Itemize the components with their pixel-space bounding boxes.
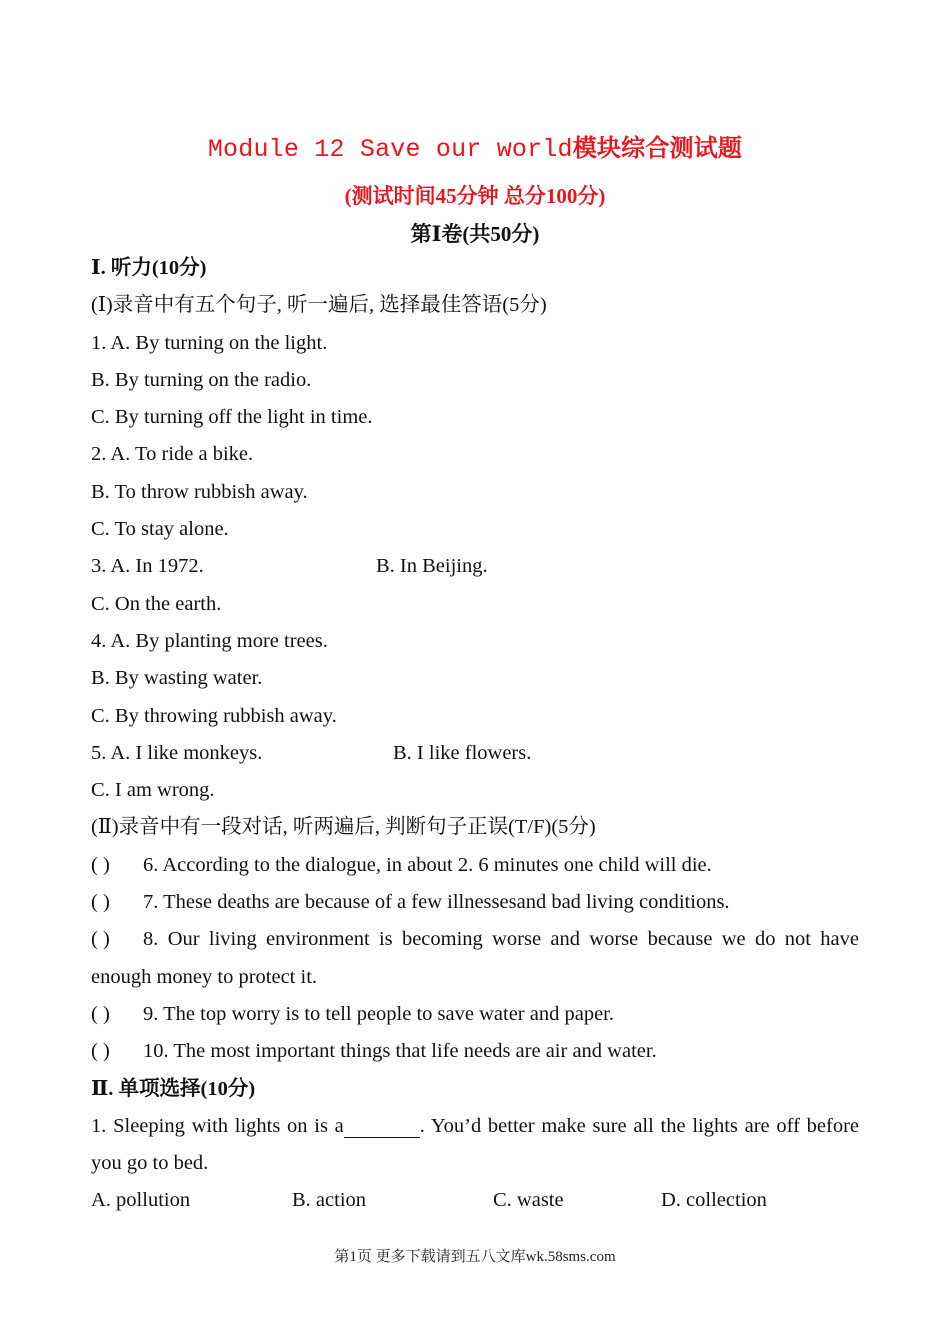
tf-question-7 (91, 884, 859, 921)
part1-instruction: (Ⅰ)录音中有五个句子, 听一遍后, 选择最佳答语(5分) (91, 294, 547, 317)
q1-option-c: C. By turning off the light in time. (91, 406, 373, 429)
tf-question-9 (91, 996, 859, 1033)
mc-q1-stem-end: . You’d better make sure all the lights are off before you go to bed. (91, 1114, 859, 1175)
q4-option-a: 4. A. By planting more trees. (91, 629, 328, 652)
q1-option-a: 1. A. By turning on the light. (91, 331, 328, 354)
part2-instruction: (Ⅱ)录音中有一段对话, 听两遍后, 判断句子正误(T/F)(5分) (91, 816, 596, 839)
q3-options-row (91, 548, 859, 585)
q1-option-b: B. By turning on the radio. (91, 368, 312, 391)
tf-q10-text: 10. The most important things that life needs are air and water. (143, 1040, 657, 1063)
title-chinese: 模块综合测试题 (572, 134, 743, 162)
q5-option-c: C. I am wrong. (91, 779, 215, 802)
q2-option-c: C. To stay alone. (91, 518, 229, 541)
answer-blank: ( ) (91, 853, 110, 876)
q3-option-a: 3. A. In 1972. (91, 555, 204, 578)
volume-heading: 第Ⅰ卷(共50分) (410, 222, 540, 246)
tf-q7-text: 7. These deaths are because of a few illnessesand bad living conditions. (143, 891, 730, 914)
section-heading-listening: Ⅰ. 听力(10分) (91, 257, 207, 279)
q2-option-a: 2. A. To ride a bike. (91, 443, 254, 466)
q4-option-b: B. By wasting water. (91, 667, 263, 690)
q5-options-row (91, 735, 859, 772)
exam-content (91, 250, 859, 1220)
answer-blank: ( ) (91, 1040, 110, 1063)
q5-option-b: B. I like flowers. (393, 741, 532, 764)
fill-in-blank (344, 1113, 420, 1138)
mc-q1-option-c: C. waste (493, 1189, 564, 1212)
q5-option-a: 5. A. I like monkeys. (91, 741, 263, 764)
mc-q1-stem-start: 1. Sleeping with lights on is a (91, 1114, 344, 1137)
mc-q1-options-row (91, 1182, 859, 1219)
tf-q8-text: 8. Our living environment is becoming worse and worse because we do not have enough money to protect it. (91, 928, 859, 988)
tf-question-8 (91, 921, 859, 996)
q2-option-b: B. To throw rubbish away. (91, 480, 308, 503)
answer-blank: ( ) (91, 891, 110, 914)
page-footer: 第1页 更多下载请到五八文库wk.58sms.com (334, 1249, 616, 1265)
title-english: Module 12 Save our world (207, 135, 573, 164)
mc-q1-option-b: B. action (292, 1189, 367, 1212)
tf-q9-text: 9. The top worry is to tell people to save water and paper. (143, 1002, 614, 1025)
answer-blank: ( ) (91, 928, 110, 951)
tf-question-6 (91, 847, 859, 884)
q4-option-c: C. By throwing rubbish away. (91, 704, 337, 727)
answer-blank: ( ) (91, 1002, 110, 1025)
tf-q6-text: 6. According to the dialogue, in about 2. 6 minutes one child will die. (143, 853, 712, 876)
section-heading-multiple-choice: Ⅱ. 单项选择(10分) (91, 1077, 256, 1100)
test-info: (测试时间45分钟 总分100分) (344, 184, 606, 208)
mc-q1-option-d: D. collection (661, 1189, 767, 1212)
mc-question-1 (91, 1108, 859, 1183)
q3-option-b: B. In Beijing. (376, 555, 488, 578)
q3-option-c: C. On the earth. (91, 592, 222, 615)
page-title (0, 128, 950, 164)
mc-q1-option-a: A. pollution (91, 1189, 191, 1212)
tf-question-10 (91, 1033, 859, 1070)
